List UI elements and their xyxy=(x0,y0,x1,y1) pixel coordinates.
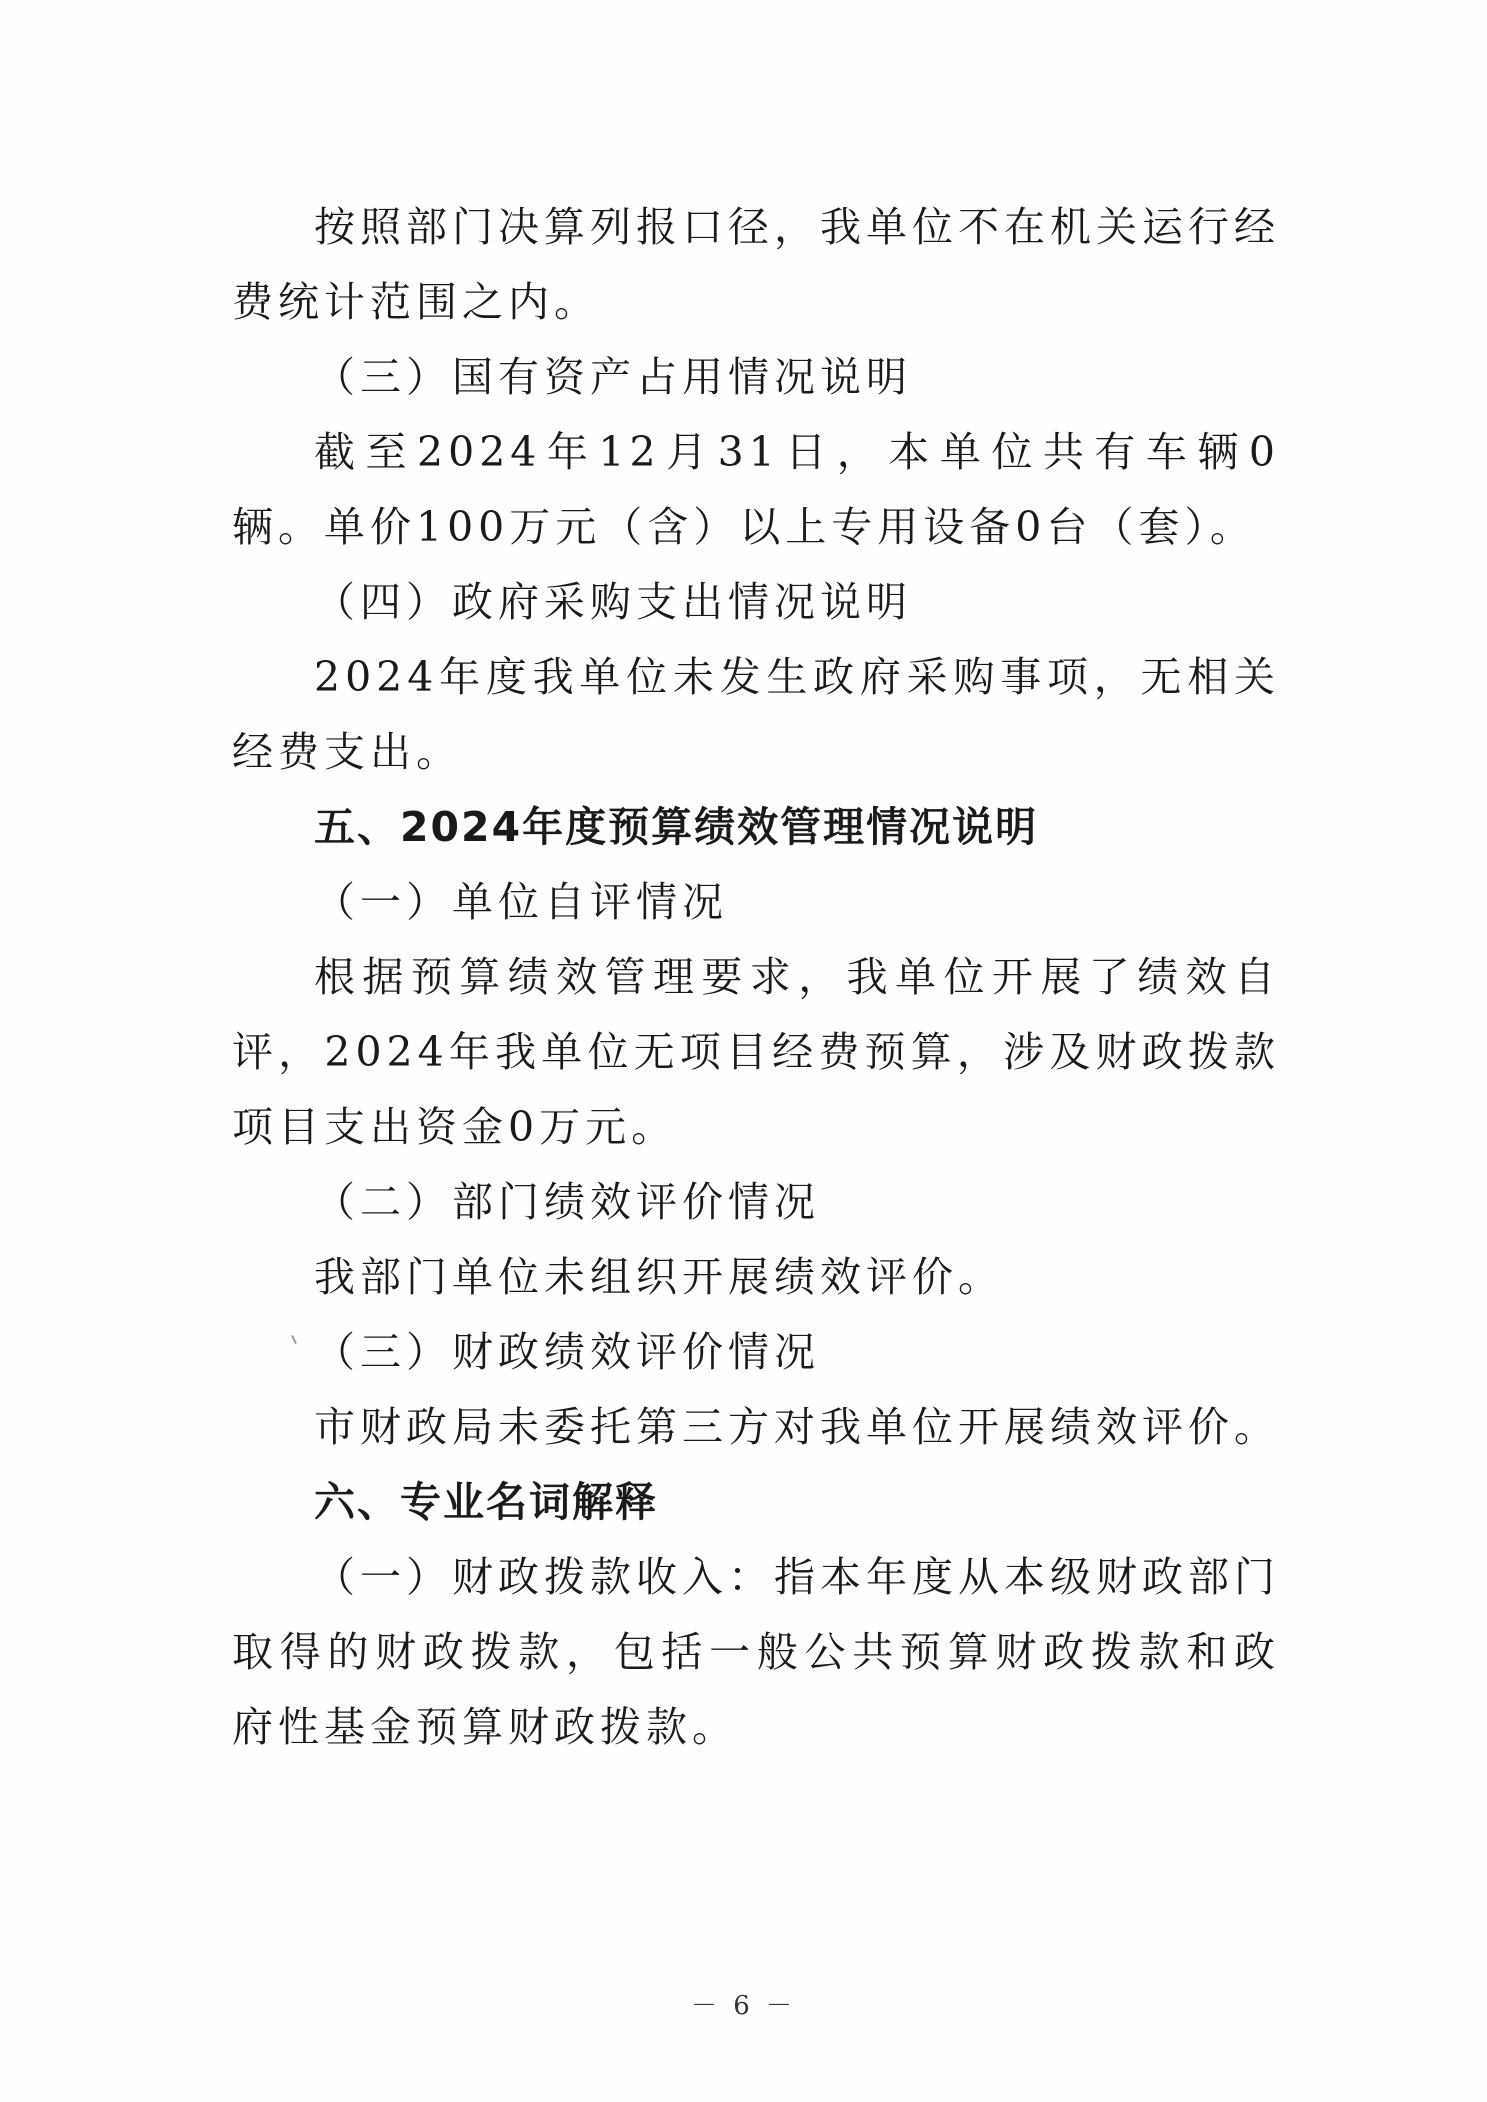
paragraph-fiscal-evaluation: 市财政局未委托第三方对我单位开展绩效评价。 xyxy=(314,1403,1280,1451)
subheading-state-assets: （三）国有资产占用情况说明 xyxy=(314,353,912,401)
paragraph-state-assets: 截至2024年12月31日，本单位共有车辆0辆。单价100万元（含）以上专用设备0台（套）。 xyxy=(232,428,1280,551)
subheading-department-evaluation: （二）部门绩效评价情况 xyxy=(314,1178,820,1226)
document-body xyxy=(232,190,1280,1765)
subheading-government-procurement: （四）政府采购支出情况说明 xyxy=(314,578,912,626)
paragraph-admin-expense-scope: 按照部门决算列报口径，我单位不在机关运行经费统计范围之内。 xyxy=(232,203,1280,326)
page-number: － 6 － xyxy=(690,1991,797,2021)
subheading-fiscal-evaluation: （三）财政绩效评价情况 xyxy=(314,1328,820,1376)
heading-performance-management: 五、2024年度预算绩效管理情况说明 xyxy=(314,803,1039,851)
subheading-self-evaluation: （一）单位自评情况 xyxy=(314,878,728,926)
paragraph-self-evaluation: 根据预算绩效管理要求，我单位开展了绩效自评，2024年我单位无项目经费预算，涉及财政拨款项目支出资金0万元。 xyxy=(232,953,1280,1151)
paragraph-government-procurement: 2024年度我单位未发生政府采购事项，无相关经费支出。 xyxy=(232,653,1280,776)
paragraph-department-evaluation: 我部门单位未组织开展绩效评价。 xyxy=(314,1253,1004,1301)
paragraph-fiscal-appropriation-income: （一）财政拨款收入：指本年度从本级财政部门取得的财政拨款，包括一般公共预算财政拨款和政府性基金预算财政拨款。 xyxy=(232,1553,1280,1751)
heading-terminology: 六、专业名词解释 xyxy=(314,1478,658,1526)
